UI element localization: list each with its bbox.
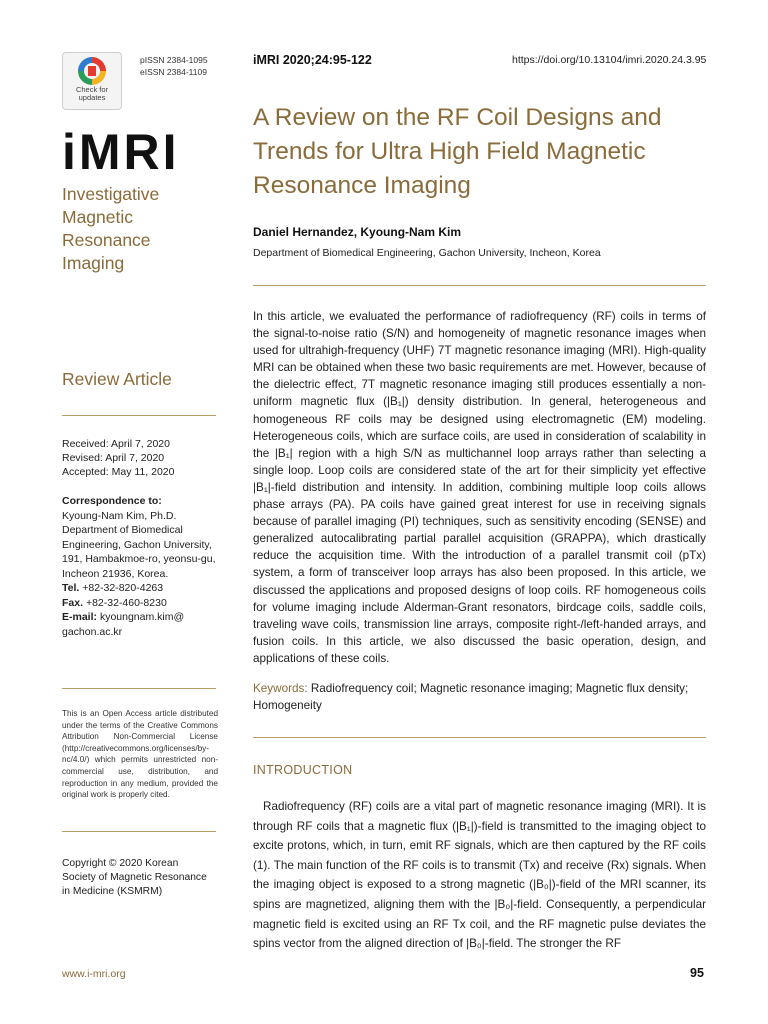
revised-date: Revised: April 7, 2020 [62, 452, 165, 464]
keywords-label: Keywords: [253, 682, 308, 695]
article-dates [62, 437, 174, 479]
divider [62, 688, 216, 689]
divider [62, 415, 216, 416]
journal-name: Investigative Magnetic Resonance Imaging [62, 184, 160, 273]
journal-url-link[interactable]: www.i-mri.org [62, 968, 126, 980]
correspondence-block [62, 494, 222, 639]
received-date: Received: April 7, 2020 [62, 438, 170, 450]
divider [253, 737, 706, 738]
divider [253, 285, 706, 286]
check-for-updates-badge[interactable] [62, 52, 122, 110]
affiliation: Department of Biomedical Engineering, Gachon University, Incheon, Korea [253, 247, 601, 259]
abstract: In this article, we evaluated the performance of radiofrequency (RF) coils in terms of the signal-to-noise ratio (S/N) and homogeneity of magnetic resonance images when used for ultrahigh-frequency (UHF) 7T magnetic resonance imaging (MRI). High-quality MRI can be obtained when these two basic requirements are met. However, because of the dielectric effect, 7T magnetic resonance imaging still produces essentially a non-uniform magnetic flux (|B₁|) density distribution. In general, heterogeneous and homogeneous RF coils may be designed using electromagnetic (EM) modeling. Heterogeneous coils, which are surface coils, are used in consideration of scalability in the |B₁| region with a high S/N as multichannel loop arrays rather than selecting a single loop. Loop coils are considered state of the art for their simplicity yet effective |B₁|-field distribution and intensity. In addition, combining multiple loop coils allows phase arrays (PA). PA coils have gained great interest for use in receiving signals because of parallel imaging (PI) techniques, such as sensitivity encoding (SENSE) and generalized autocalibrating partial parallel acquisition (GRAPPA), which drastically reduce the acquisition time. With the introduction of a parallel transmit coil (pTx) system, a form of transceiver loop arrays has also been proposed. In this article, we discussed the applications and proposed designs of loop coils. RF homogeneous coils for volume imaging include Alderman-Grant resonators, birdcage coils, saddle coils, traveling wave coils, transmission line arrays, composite right-/left-handed arrays, and fusion coils. In this article, we also discussed the basic operation, design, and applications of these coils. [253, 310, 706, 665]
keywords [253, 680, 706, 714]
pissn: pISSN 2384-1095 [140, 55, 208, 65]
correspondence-address: Kyoung-Nam Kim, Ph.D. Department of Biomedical Engineering, Gachon University, 191, Hambakmoe-ro, yeonsu-gu, Incheon 21936, Korea. [62, 509, 216, 580]
open-access-notice: This is an Open Access article distributed under the terms of the Creative Commons Attribution Non-Commercial License (http://creativecommons.org/licenses/by-nc/4.0/) which permits unrestricted non-commercial use, distribution, and reproduction in any medium, provided the original work is properly cited. [62, 709, 218, 800]
email-label: E-mail: [62, 611, 98, 623]
copyright-notice: Copyright © 2020 Korean Society of Magnetic Resonance in Medicine (KSMRM) [62, 858, 207, 897]
divider [62, 831, 216, 832]
eissn: eISSN 2384-1109 [140, 67, 207, 77]
email-link[interactable]: kyoungnam.kim@ gachon.ac.kr [62, 611, 185, 638]
tel-value: +82-32-820-4263 [82, 582, 164, 594]
fax-value: +82-32-460-8230 [85, 596, 167, 609]
doi-link[interactable]: https://doi.org/10.13104/imri.2020.24.3.95 [512, 54, 707, 66]
bookmark-icon [88, 66, 96, 76]
keywords-list: Radiofrequency coil; Magnetic resonance imaging; Magnetic flux density; Homogeneity [253, 682, 689, 713]
section-heading-introduction: INTRODUCTION [253, 763, 353, 777]
accepted-date: Accepted: May 11, 2020 [62, 466, 175, 478]
introduction-text: Radiofrequency (RF) coils are a vital part of magnetic resonance imaging (MRI). It is through RF coils that a magnetic flux (|B₁|)-field is transmitted to the imaging object to excite protons, which, in turn, emit RF signals, which are then captured by the RF coils (1). The main function of the RF coils is to transmit (Tx) and receive (Rx) signals. When the imaging object is exposed to a strong magnetic (|B₀|)-field of the MRI scanner, its spins are magnetized, aligning them with the |B₀|-field. Consequently, a perpendicular magnetic field is excited using an RF Tx coil, and the RF magnetic pulse deviates the spins vector from the aligned direction of |B₀|-field. The stronger the RF [253, 800, 706, 951]
tel-label: Tel. [62, 582, 80, 594]
page-number: 95 [690, 966, 704, 980]
authors: Daniel Hernandez, Kyoung-Nam Kim [253, 225, 462, 239]
journal-logo: iMRI [62, 124, 180, 180]
article-type: Review Article [62, 369, 172, 389]
citation: iMRI 2020;24:95-122 [253, 53, 372, 67]
issn-block [140, 54, 208, 78]
check-updates-label: Check for updates [75, 85, 109, 102]
fax-label: Fax. [62, 596, 84, 609]
article-title: A Review on the RF Coil Designs and Trends for Ultra High Field Magnetic Resonance Imaging [253, 104, 662, 199]
correspondence-heading: Correspondence to: [62, 495, 162, 507]
